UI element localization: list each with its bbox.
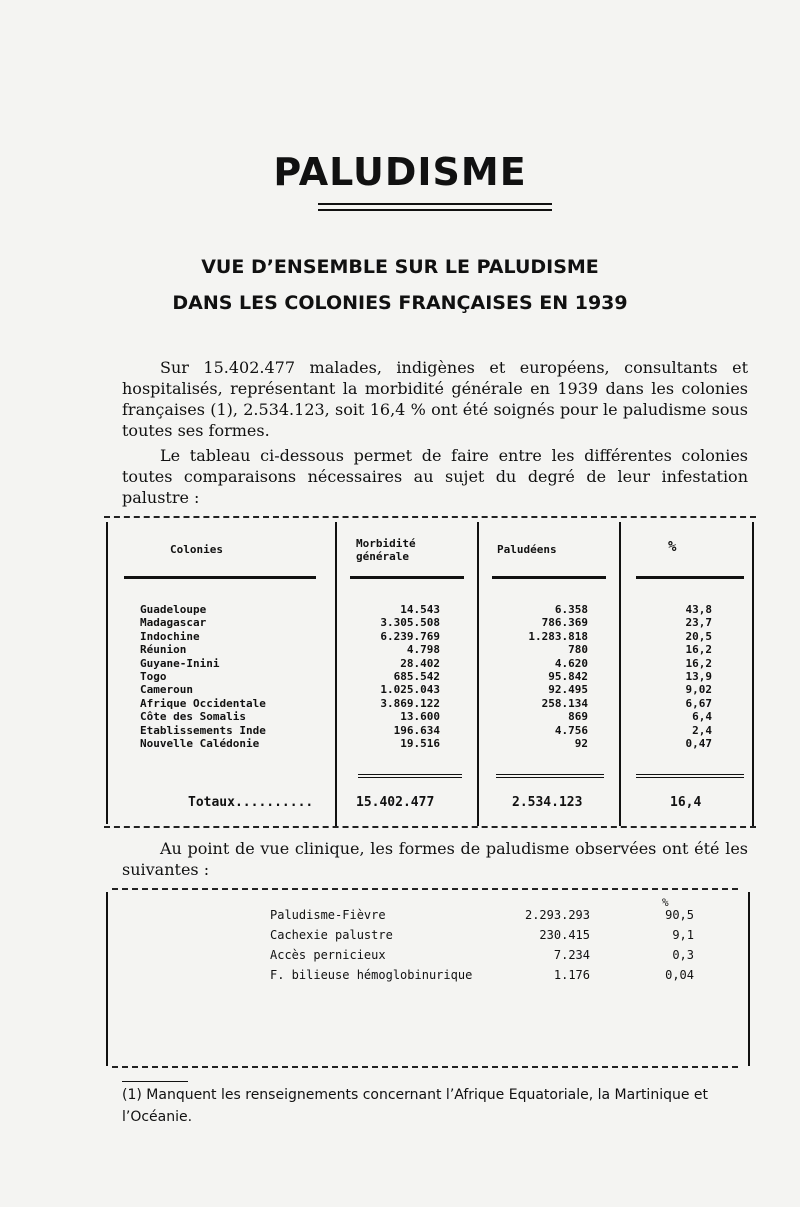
table-top-border: [104, 516, 756, 518]
table-cell: 0,47: [685, 737, 712, 751]
intro-paragraph: Sur 15.402.477 malades, indigènes et européens, consultants et hospitalisés, représentant la morbidité générale en 1939 dans les colonies françaises (1), 2.534.123, soit 16,4 % ont été soignés pour le paludisme sous toutes ses formes.: [122, 358, 748, 440]
percent-header: %: [662, 896, 669, 909]
table-cell: Togo: [140, 670, 167, 684]
table-cell: 6.239.769: [380, 629, 440, 643]
table-cell: 20,5: [685, 629, 712, 643]
table-cell: Guyane-Inini: [140, 656, 220, 670]
header-paludeens: Paludéens: [497, 543, 557, 556]
table-cell: 23,7: [685, 616, 712, 630]
table-cell: 13.600: [400, 710, 440, 724]
header-morbidite-1: Morbidité: [356, 537, 416, 550]
header-rule: [492, 576, 606, 579]
totals-morbidite: 15.402.477: [356, 795, 435, 810]
table-cell: Paludisme-Fièvre: [270, 908, 386, 922]
table-right-border: [752, 522, 754, 826]
table-cell: 786.369: [541, 616, 588, 630]
table-cell: 3.869.122: [380, 696, 440, 710]
table-cell: 92: [574, 737, 588, 751]
table-cell: 14.543: [400, 603, 440, 616]
clinical-paragraph: Au point de vue clinique, les formes de paludisme observées ont été les suivantes :: [122, 839, 748, 879]
subtitle-line-2: DANS LES COLONIES FRANÇAISES EN 1939: [172, 292, 628, 314]
table-left-border: [106, 892, 108, 1066]
table-cell: 16,2: [685, 656, 712, 670]
table-cell: 9,1: [672, 928, 694, 942]
table-cell: 13,9: [685, 670, 712, 684]
table-cell: 4.798: [406, 643, 440, 657]
page-title: PALUDISME: [273, 150, 527, 194]
table-cell: 1.176: [553, 968, 590, 982]
footnote-rule: [122, 1081, 188, 1082]
totals-rule: [496, 774, 604, 778]
table-right-border: [748, 892, 750, 1066]
header-rule: [636, 576, 744, 579]
table-cell: 95.842: [548, 670, 588, 684]
table-top-border: [112, 888, 738, 890]
table-cell: 9,02: [685, 683, 712, 697]
table-cell: 43,8: [685, 603, 712, 616]
table-cell: 4.620: [554, 656, 588, 670]
table-cell: F. bilieuse hémoglobinurique: [270, 968, 473, 982]
table-cell: Madagascar: [140, 616, 207, 630]
table-cell: 6.358: [554, 603, 588, 616]
table-cell: 780: [568, 643, 588, 657]
totals-label: Totaux..........: [188, 795, 314, 810]
totals-rule: [358, 774, 462, 778]
percent-column: [620, 905, 694, 985]
header-morbidite-2: générale: [356, 550, 409, 563]
table-cell: Guadeloupe: [140, 603, 207, 616]
totals-percent: 16,4: [670, 795, 702, 810]
table-cell: Accès pernicieux: [270, 948, 386, 962]
table-cell: Cachexie palustre: [270, 928, 393, 942]
table-cell: 1.283.818: [528, 629, 588, 643]
title-underline: [318, 203, 552, 211]
table-cell: 92.495: [548, 683, 588, 697]
subtitle-line-1: VUE D’ENSEMBLE SUR LE PALUDISME: [201, 256, 599, 278]
table-left-border: [106, 522, 108, 824]
column-divider: [335, 522, 337, 826]
table-cell: 0,3: [672, 948, 694, 962]
table-cell: Réunion: [140, 643, 187, 657]
table-cell: 6,67: [685, 696, 712, 710]
header-percent: %: [668, 539, 677, 555]
table-cell: Cameroun: [140, 683, 193, 697]
table-intro-paragraph: Le tableau ci-dessous permet de faire entre les différentes colonies toutes comparaisons nécessaires au sujet du degré de leur infestation palustre :: [122, 446, 748, 507]
header-colonies: Colonies: [170, 543, 223, 556]
percent-column: [630, 603, 712, 750]
table-cell: 16,2: [685, 643, 712, 657]
table-cell: Côte des Somalis: [140, 710, 246, 724]
table-cell: 19.516: [400, 737, 440, 751]
morbidite-column: [340, 603, 440, 750]
forms-column: [270, 905, 472, 985]
table-cell: Afrique Occidentale: [140, 696, 266, 710]
table-cell: 1.025.043: [380, 683, 440, 697]
colonies-column: [140, 603, 266, 750]
table-cell: 869: [568, 710, 588, 724]
table-cell: 258.134: [541, 696, 588, 710]
numbers-column: [490, 905, 590, 985]
table-bottom-border: [104, 826, 756, 828]
header-rule: [350, 576, 464, 579]
column-divider: [477, 522, 479, 826]
table-cell: 3.305.508: [380, 616, 440, 630]
table-cell: 230.415: [539, 928, 590, 942]
table-cell: 90,5: [665, 908, 694, 922]
table-bottom-border: [112, 1066, 738, 1068]
table-cell: Etablissements Inde: [140, 723, 266, 737]
paludeens-column: [480, 603, 588, 750]
table-cell: 0,04: [665, 968, 694, 982]
table-cell: Nouvelle Calédonie: [140, 737, 260, 751]
column-divider: [619, 522, 621, 826]
totals-rule: [636, 774, 744, 778]
table-cell: Indochine: [140, 629, 200, 643]
footnote: (1) Manquent les renseignements concernant l’Afrique Equatoriale, la Martinique et l’Océanie.: [122, 1087, 709, 1125]
table-cell: 2.293.293: [524, 908, 590, 922]
table-cell: 7.234: [553, 948, 590, 962]
table-cell: 4.756: [554, 723, 588, 737]
table-cell: 685.542: [393, 670, 440, 684]
table-cell: 196.634: [393, 723, 440, 737]
header-rule: [124, 576, 316, 579]
table-cell: 6,4: [692, 710, 712, 724]
totals-paludeens: 2.534.123: [512, 795, 583, 810]
table-cell: 2,4: [692, 723, 712, 737]
table-cell: 28.402: [400, 656, 440, 670]
